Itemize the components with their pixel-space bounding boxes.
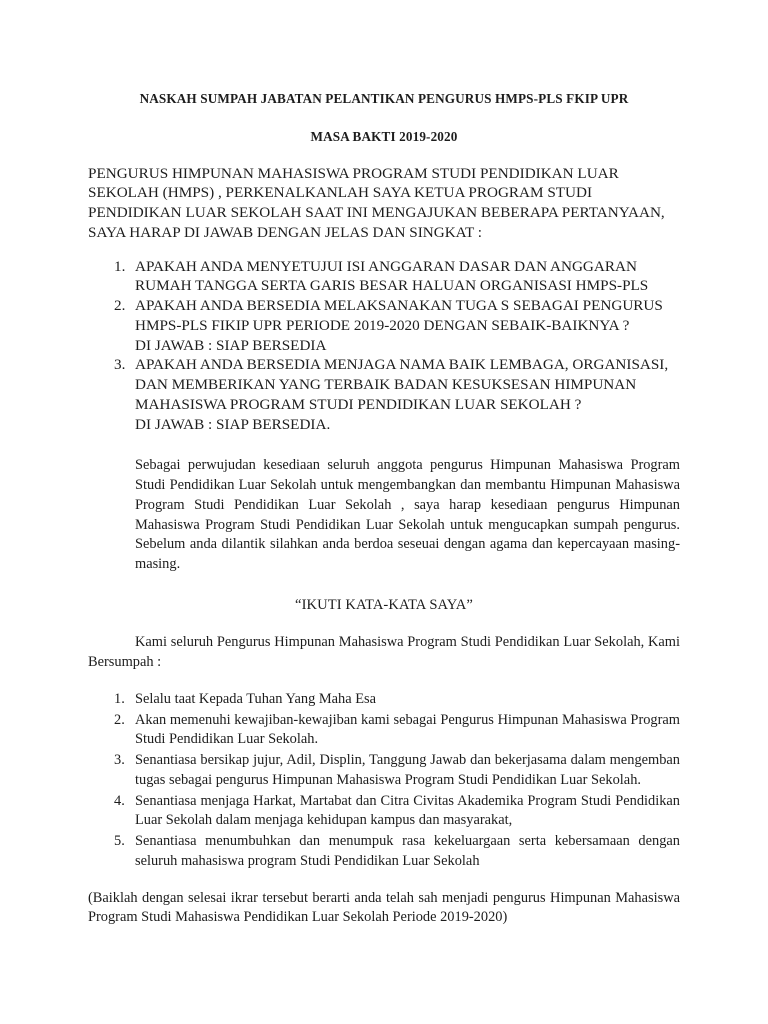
oath-item: Senantiasa bersikap jujur, Adil, Displin, Tanggung Jawab dan bekerjasama dalam mengemban tugas sebagai pengurus Himpunan Mahasiswa Program Studi Pendidikan Luar Sekolah. bbox=[135, 752, 680, 788]
closing-paragraph: (Baiklah dengan selesai ikrar tersebut berarti anda telah sah menjadi pengurus Himpunan Mahasiswa Program Studi Mahasiswa Pendidikan Luar Sekolah Periode 2019-2020) bbox=[88, 889, 680, 926]
question-item bbox=[88, 355, 680, 434]
follow-my-words-quote: “IKUTI KATA-KATA SAYA” bbox=[295, 596, 473, 613]
oath-item: Akan memenuhi kewajiban-kewajiban kami sebagai Pengurus Himpunan Mahasiswa Program Studi Pendidikan Luar Sekolah. bbox=[135, 711, 680, 748]
document-subtitle: MASA BAKTI 2019-2020 bbox=[310, 128, 458, 144]
document-title: NASKAH SUMPAH JABATAN PELANTIKAN PENGURUS HMPS-PLS FKIP UPR bbox=[139, 91, 629, 106]
oath-item: Selalu taat Kepada Tuhan Yang Maha Esa bbox=[135, 690, 377, 707]
oath-item: Senantiasa menjaga Harkat, Martabat dan Citra Civitas Akademika Program Studi Pendidikan Luar Sekolah dalam menjaga kehidupan kampus dan masyarakat, bbox=[135, 792, 680, 829]
question-answer: DI JAWAB : SIAP BERSEDIA. bbox=[135, 415, 331, 433]
question-answer: DI JAWAB : SIAP BERSEDIA bbox=[135, 336, 327, 354]
question-text: APAKAH ANDA BERSEDIA MENJAGA NAMA BAIK LEMBAGA, ORGANISASI, DAN MEMBERIKAN YANG TERBAIK BADAN KESUKSESAN HIMPUNAN MAHASISWA PROGRAM STUDI PENDIDIKAN LUAR SEKOLAH ? bbox=[135, 356, 669, 413]
intro-paragraph: PENGURUS HIMPUNAN MAHASISWA PROGRAM STUDI PENDIDIKAN LUAR SEKOLAH (HMPS) , PERKENALKANLAH SAYA KETUA PROGRAM STUDI PENDIDIKAN LUAR SEKOLAH SAAT INI MENGAJUKAN BEBERAPA PERTANYAAN, SAYA HARAP DI JAWAB DENGAN JELAS DAN SINGKAT : bbox=[88, 164, 665, 241]
questions-list bbox=[88, 243, 680, 435]
question-text: APAKAH ANDA BERSEDIA MELAKSANAKAN TUGA S SEBAGAI PENGURUS HMPS-PLS FIKIP UPR PERIODE 2019-2020 DENGAN SEBAIK-BAIKNYA ? bbox=[135, 297, 663, 334]
question-item bbox=[88, 296, 680, 355]
oath-item: Senantiasa menumbuhkan dan menumpuk rasa kekeluargaan serta kebersamaan dengan seluruh mahasiswa program Studi Pendidikan Luar Sekolah bbox=[135, 833, 680, 869]
question-text: APAKAH ANDA MENYETUJUI ISI ANGGARAN DASAR DAN ANGGARAN RUMAH TANGGA SERTA GARIS BESAR HALUAN ORGANISASI HMPS-PLS bbox=[135, 257, 649, 295]
oath-lead-paragraph: Kami seluruh Pengurus Himpunan Mahasiswa Program Studi Pendidikan Luar Sekolah, Kami Bersumpah : bbox=[88, 634, 680, 671]
question-item bbox=[88, 257, 680, 297]
oath-list bbox=[88, 673, 680, 872]
statement-paragraph: Sebagai perwujudan kesediaan seluruh anggota pengurus Himpunan Mahasiswa Program Studi Pendidikan Luar Sekolah untuk mengembangkan dan membantu Himpunan Mahasiswa Program Studi Pendidikan Luar Sekolah , saya harap kesediaan pengurus Himpunan Mahasiswa Program Studi Pendidikan Luar Sekolah untuk mengucapkan sumpah pengurus. Sebelum anda dilantik silahkan anda berdoa seseuai dengan agama dan kepercayaan masing-masing. bbox=[135, 457, 680, 573]
